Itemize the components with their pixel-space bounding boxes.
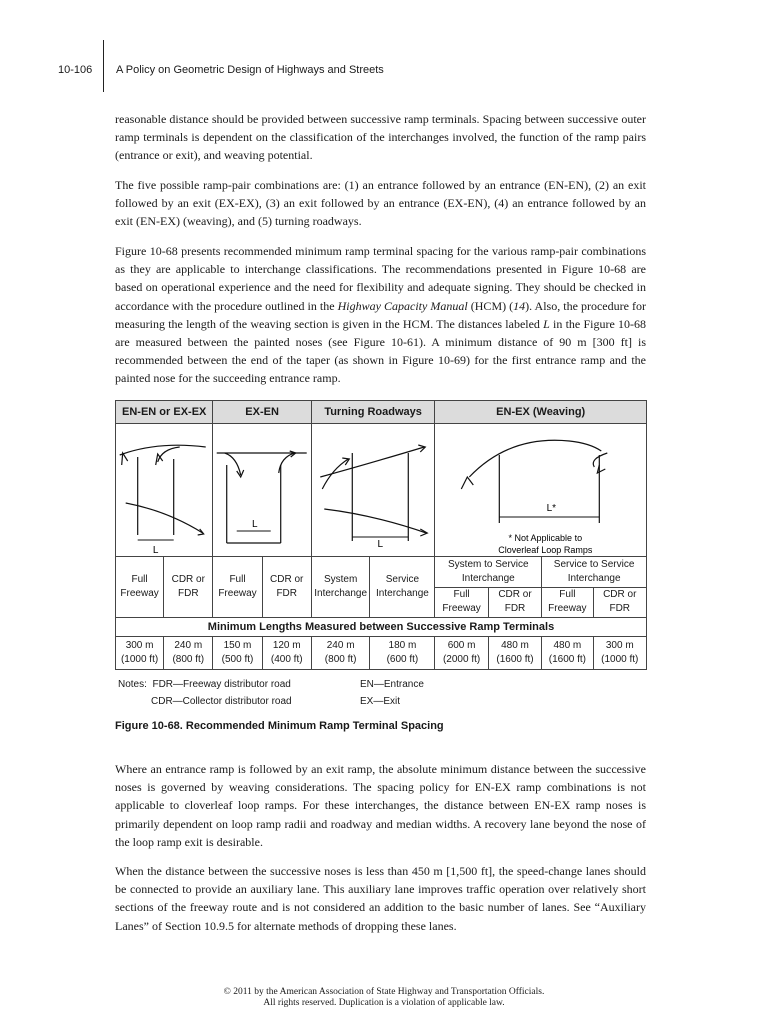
paragraph-2: The five possible ramp-pair combinations are: (1) an entrance followed by an entrance (EN-EN), (2) an exit followed by an exit (EX-EX), (3) an exit followed by an entrance (EX-EN), (4) an entrance followed by an exit (EN-EX) (weaving), and (5) turning roadways. xyxy=(115,178,646,229)
paragraph-3 xyxy=(115,242,646,388)
header-ex-en: EX-EN xyxy=(213,401,311,424)
value-metric: 480 m xyxy=(501,640,529,652)
sub-cdr-fdr-1: CDR or FDR xyxy=(164,557,213,618)
value-imperial: (500 ft) xyxy=(221,654,254,666)
value-metric: 480 m xyxy=(553,640,582,652)
value-cell-1 xyxy=(116,637,164,670)
value-imperial: (800 ft) xyxy=(172,654,205,666)
page-number: 10-106 xyxy=(58,64,93,76)
reference-14: 14 xyxy=(513,298,526,313)
paragraph-5: When the distance between the successive noses is less than 450 m [1,500 ft], the speed-change lanes should be connected to provide an auxiliary lane. This auxiliary lane improves traffic operation over relatively short sections of the freeway route and is not considered an addition to the basic number of lanes. See “Auxiliary Lanes” of Section 10.9.5 for alternate methods of dropping these lanes. xyxy=(115,864,646,933)
value-cell-5 xyxy=(311,637,370,670)
paragraph-3-part-a: Figure 10-68 presents recommended minimum ramp terminal spacing for the various ramp-pair combinations as they are applicable to interchange classifications. The recommendations presented in Figure 10-68 are based on operational experience and the need for flexibility and adequate signing. They should be checked in accordance with the procedure outlined in the xyxy=(115,244,646,313)
paragraph-3-part-b: (HCM) ( xyxy=(467,298,514,313)
turning-roadways-diagram-svg xyxy=(312,425,435,555)
note-cdr: CDR—Collector distributor road xyxy=(151,696,292,707)
sub-cdr-fdr-4: CDR or FDR xyxy=(593,587,646,617)
sub-service-interchange: Service Interchange xyxy=(370,557,435,618)
diagram-en-ex xyxy=(435,424,647,557)
value-cell-8 xyxy=(488,637,541,670)
value-imperial: (400 ft) xyxy=(270,654,303,666)
value-imperial: (800 ft) xyxy=(324,654,357,666)
diagram-en-en xyxy=(116,424,213,557)
sub-full-freeway-2: Full Freeway xyxy=(213,557,262,618)
sub-full-freeway-1: Full Freeway xyxy=(116,557,164,618)
value-cell-2 xyxy=(164,637,213,670)
value-metric: 240 m xyxy=(174,640,203,652)
value-imperial: (1000 ft) xyxy=(120,654,159,666)
notes-row-2 xyxy=(118,693,401,710)
diagram-turning-roadways xyxy=(311,424,435,557)
sub-system-interchange: System Interchange xyxy=(311,557,370,618)
value-metric: 300 m xyxy=(605,640,634,652)
notes-label: Notes: xyxy=(118,679,147,690)
ex-en-diagram-svg xyxy=(213,425,310,555)
value-cell-3 xyxy=(213,637,262,670)
value-imperial: (1600 ft) xyxy=(548,654,586,666)
label-L-3: L xyxy=(377,539,383,551)
label-L-2: L xyxy=(252,519,258,531)
footer-line-1: © 2011 by the American Association of State Highway and Transportation Officials. xyxy=(223,987,545,997)
value-cell-7 xyxy=(435,637,488,670)
value-metric: 240 m xyxy=(326,640,355,652)
value-metric: 150 m xyxy=(223,640,252,652)
value-imperial: (2000 ft) xyxy=(442,654,481,666)
sub-service-to-service: Service to Service Interchange xyxy=(542,557,647,587)
sub-cdr-fdr-3: CDR or FDR xyxy=(488,587,541,617)
paragraph-4: Where an entrance ramp is followed by an exit ramp, the absolute minimum distance between the successive noses is governed by weaving considerations. The spacing policy for EN-EX ramp combinations is not applicable to cloverleaf loop ramps. For these interchanges, the distance between EN-EX ramp noses is primarily dependent on loop ramp radii and roadway and median widths. A recovery lane beyond the nose of the loop ramp exit is desirable. xyxy=(115,762,646,849)
note-ex: EX—Exit xyxy=(360,696,401,707)
copyright-footer xyxy=(0,987,768,1009)
value-cell-6 xyxy=(370,637,435,670)
min-lengths-title: Minimum Lengths Measured between Successive Ramp Terminals xyxy=(116,618,647,637)
paragraph-3-part-d: in the Figure 10-68 are measured between the painted noses (see Figure 10-61). A minimum distance of 90 m [300 ft] is recommended between the end of the taper (as shown in Figure 10-69) for the first entrance ramp and the painted nose for the succeeding entrance ramp. xyxy=(115,316,646,386)
note-fdr: FDR—Freeway distributor road xyxy=(152,679,291,690)
en-en-diagram-svg xyxy=(116,425,212,555)
value-metric: 120 m xyxy=(272,640,301,652)
figure-notes xyxy=(118,676,424,710)
header-en-en-ex-ex: EN-EN or EX-EX xyxy=(116,401,213,424)
note-en: EN—Entrance xyxy=(360,679,424,690)
loop-note-line-2: Cloverleaf Loop Ramps xyxy=(498,545,593,556)
loop-note-line-1: * Not Applicable to xyxy=(508,533,583,544)
ramp-spacing-figure-table xyxy=(115,400,647,670)
notes-row-1 xyxy=(118,676,424,693)
figure-caption: Figure 10-68. Recommended Minimum Ramp Terminal Spacing xyxy=(115,720,444,732)
value-imperial: (1000 ft) xyxy=(601,654,639,666)
value-imperial: (600 ft) xyxy=(386,654,419,666)
paragraph-3-part-c: ). Also, the procedure for measuring the length of the weaving section is given in the HCM. The distances labeled xyxy=(115,298,646,331)
paragraph-1: reasonable distance should be provided between successive ramp terminals. Spacing between successive outer ramp terminals is dependent on the classification of the interchanges involved, the function of the ramp pairs (entrance or exit), and weaving potential. xyxy=(115,112,646,163)
sub-cdr-fdr-2: CDR or FDR xyxy=(262,557,311,618)
en-ex-diagram-svg xyxy=(435,425,646,555)
sub-full-freeway-4: Full Freeway xyxy=(542,587,593,617)
label-L-1: L xyxy=(152,545,159,556)
value-metric: 180 m xyxy=(388,640,417,652)
sub-full-freeway-3: Full Freeway xyxy=(435,587,488,617)
value-metric: 600 m xyxy=(447,640,476,652)
label-L-star: L* xyxy=(546,503,557,515)
hcm-title-italic: Highway Capacity Manual xyxy=(337,298,468,313)
running-title: A Policy on Geometric Design of Highways and Streets xyxy=(116,64,384,76)
running-header xyxy=(0,64,768,84)
value-metric: 300 m xyxy=(125,640,154,652)
value-cell-10 xyxy=(593,637,646,670)
value-cell-4 xyxy=(262,637,311,670)
variable-L: L xyxy=(543,316,550,331)
header-divider xyxy=(103,40,104,92)
header-turning-roadways: Turning Roadways xyxy=(311,401,435,424)
value-imperial: (1600 ft) xyxy=(496,654,534,666)
value-cell-9 xyxy=(542,637,593,670)
diagram-ex-en xyxy=(213,424,311,557)
footer-line-2: All rights reserved. Duplication is a violation of applicable law. xyxy=(263,998,505,1008)
header-en-ex-weaving: EN-EX (Weaving) xyxy=(435,401,647,424)
sub-system-to-service: System to Service Interchange xyxy=(435,557,542,587)
